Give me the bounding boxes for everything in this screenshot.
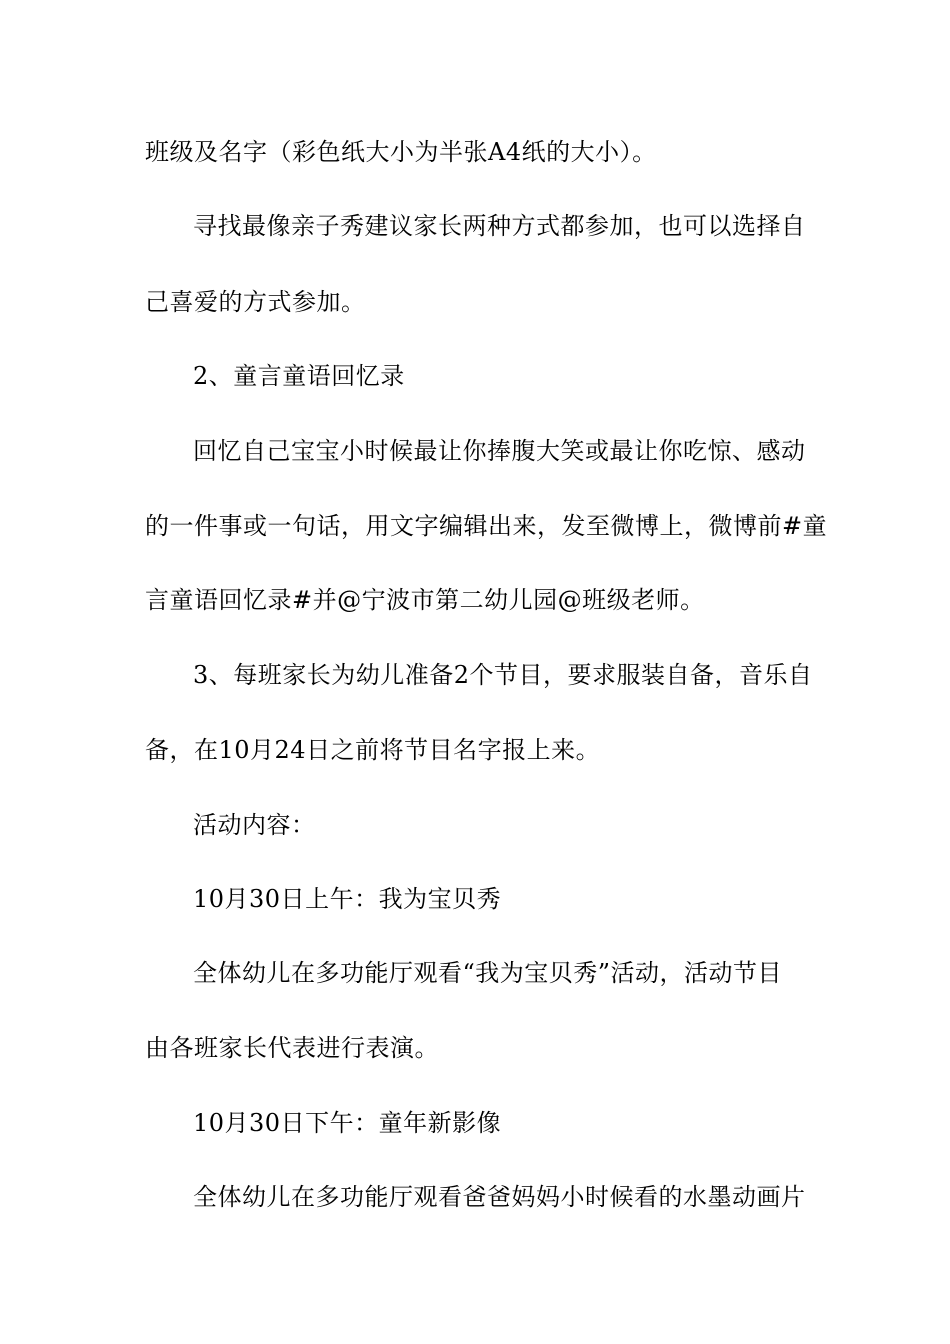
text-line: 寻找最像亲子秀建议家长两种方式都参加，也可以选择自 — [193, 212, 806, 240]
text-line: 班级及名字（彩色纸大小为半张A4纸的大小）。 — [145, 138, 657, 166]
text-line: 全体幼儿在多功能厅观看“我为宝贝秀”活动，活动节目 — [193, 959, 783, 987]
section-heading: 活动内容： — [193, 811, 316, 839]
text-line: 言童语回忆录#并@宁波市第二幼儿园@班级老师。 — [145, 586, 705, 614]
text-line: 3、每班家长为幼儿准备2个节目，要求服装自备，音乐自 — [193, 661, 813, 689]
text-line: 回忆自己宝宝小时候最让你捧腹大笑或最让你吃惊、感动 — [193, 437, 806, 465]
section-heading: 2、童言童语回忆录 — [193, 362, 405, 390]
text-line: 10月30日下午：童年新影像 — [193, 1109, 502, 1137]
text-line: 10月30日上午：我为宝贝秀 — [193, 885, 502, 913]
text-line: 己喜爱的方式参加。 — [145, 288, 366, 316]
text-line: 由各班家长代表进行表演。 — [145, 1034, 439, 1062]
text-line: 的一件事或一句话，用文字编辑出来，发至微博上，微博前#童 — [145, 512, 828, 540]
text-line: 全体幼儿在多功能厅观看爸爸妈妈小时候看的水墨动画片 — [193, 1183, 806, 1211]
text-line: 备，在10月24日之前将节目名字报上来。 — [145, 736, 601, 764]
